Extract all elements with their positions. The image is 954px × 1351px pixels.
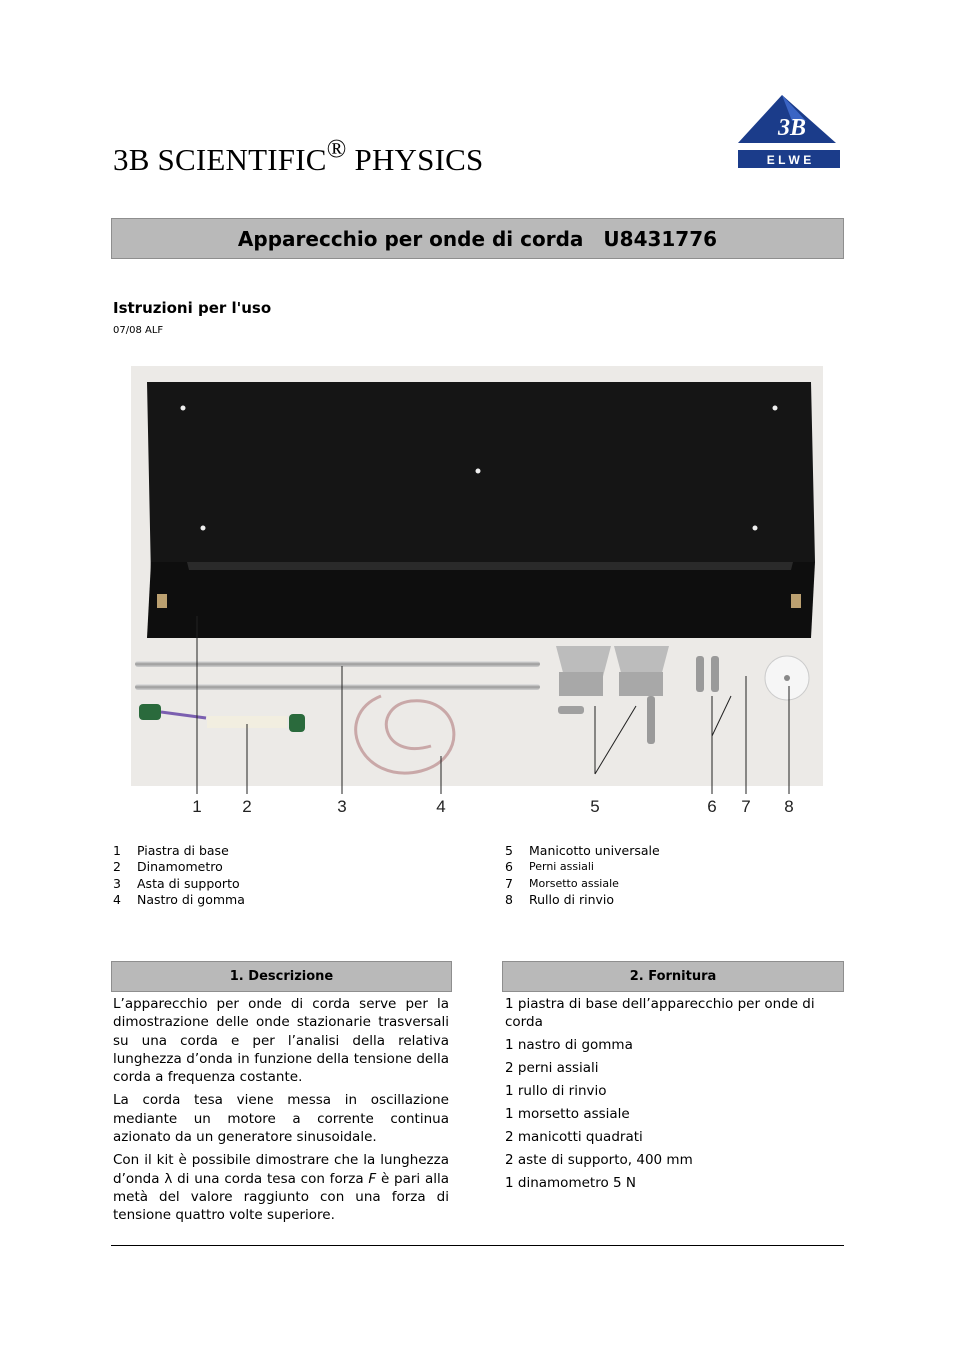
callout-5: 5 [590,797,600,816]
brand-title [113,134,483,178]
brand-prefix: 3B SCIENTIFIC [113,142,327,177]
description-text [113,995,449,1230]
description-paragraph: La corda tesa viene messa in oscillazione mediante un motore a corrente continua azionato da un generatore sinusoidale. [113,1092,449,1146]
bottom-divider [111,1245,844,1246]
section-heading-description: 1. Descrizione [111,961,452,992]
elwe-logo [736,93,842,170]
description-paragraph: L’apparecchio per onde di corda serve per la dimostrazione delle onde stazionarie trasversali su una corda e per l’analisi della relativa lunghezza d’onda in funzione della tensione della corda a frequenza costante. [113,996,449,1086]
part-item: 1 Piastra di base [113,843,229,858]
part-item: 4 Nastro di gomma [113,891,245,907]
supply-item: 1 piastra di base dell’apparecchio per onde di corda [505,996,815,1031]
section-heading-supply: 2. Fornitura [502,961,844,992]
callout-7: 7 [741,797,751,816]
brand-suffix: PHYSICS [354,142,484,177]
supply-item: 1 dinamometro 5 N [505,1175,636,1192]
logo-elwe-text: E L W E [766,153,812,167]
product-code: U8431776 [603,226,718,251]
registered-mark: ® [326,134,347,163]
logo-3b-text: 3B [778,115,807,141]
supply-item: 1 morsetto assiale [505,1106,630,1123]
callout-1: 1 [192,797,202,816]
callout-3: 3 [337,797,347,816]
apparatus-photo [131,366,823,816]
part-item: 8 Rullo di rinvio [505,891,615,907]
supply-item: 1 nastro di gomma [505,1037,633,1054]
document-title-bar [111,218,844,259]
lambda-symbol: λ [164,1170,173,1187]
parts-list-right [505,843,660,908]
part-item: 5 Manicotto universale [505,843,660,858]
supply-item: 2 manicotti quadrati [505,1129,643,1146]
part-item: 7 Morsetto assiale [505,875,619,891]
product-name: Apparecchio per onde di corda [237,226,584,251]
callout-4: 4 [436,797,446,816]
callout-6: 6 [707,797,717,816]
supply-item: 2 aste di supporto, 400 mm [505,1152,693,1169]
instructions-heading: Istruzioni per l'uso [113,299,272,317]
force-symbol: F [368,1170,377,1187]
supply-list [505,995,825,1197]
callout-8: 8 [784,797,794,816]
parts-list-left [113,843,245,908]
callout-2: 2 [242,797,252,816]
part-item: 2 Dinamometro [113,859,223,875]
part-item: 3 Asta di supporto [113,875,240,891]
description-paragraph: Con il kit è possibile dimostrare che la lunghezza d’onda λ di una corda tesa con forza F è pari alla metà del valore raggiunto con una forza di tensione quattro volte superiore. [113,1152,449,1224]
supply-item: 2 perni assiali [505,1060,599,1077]
document-code: 07/08 ALF [113,325,164,336]
supply-item: 1 rullo di rinvio [505,1083,607,1100]
part-item: 6 Perni assiali [505,859,594,875]
